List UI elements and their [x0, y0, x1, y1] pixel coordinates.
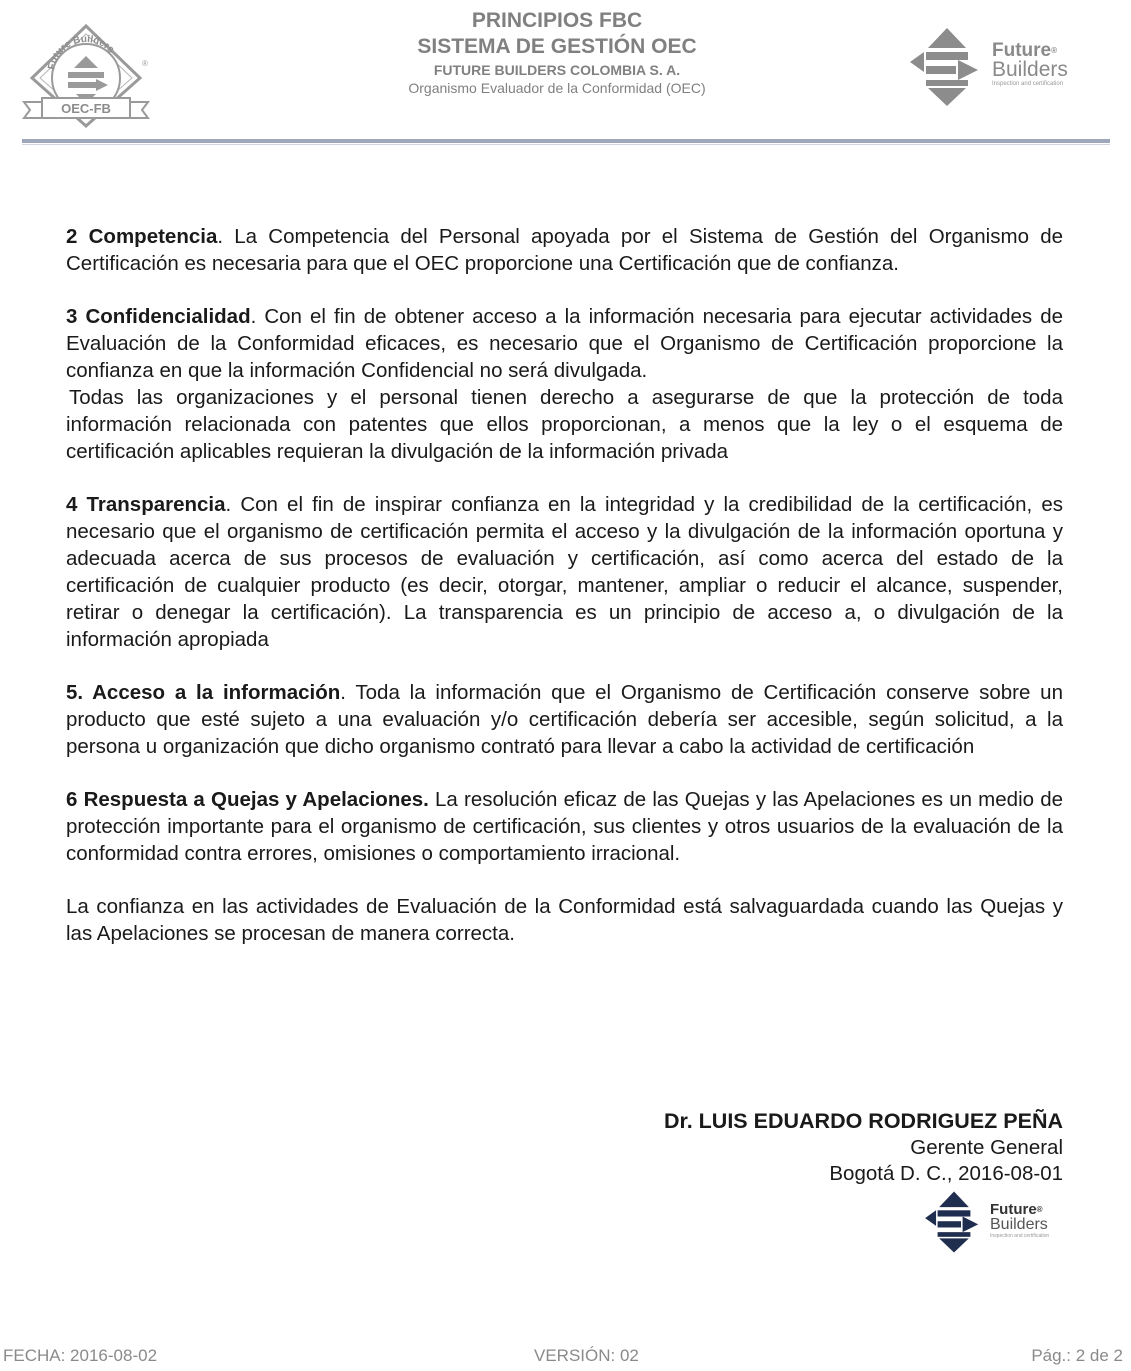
brand-tagline: Inspection and certification	[992, 81, 1064, 87]
signature-brand-wordmark	[990, 1203, 1049, 1239]
brand-builders-text: Builders	[992, 58, 1068, 81]
section-confidencialidad-continuation: Todas las organizaciones y el personal tienen derecho a asegurarse de que la protección de toda información relacionada con patentes que ellos proporcionan, a menos que la ley o el esquema de certificación aplicables requieran la divulgación de la información privada	[66, 386, 1063, 463]
section-quejas-apelaciones	[66, 786, 1063, 867]
section-confidencialidad	[66, 303, 1063, 384]
section-transparencia	[66, 491, 1063, 653]
document-body	[66, 223, 1063, 973]
signature-logo-icon	[922, 1190, 986, 1254]
brand-builders-text: Builders	[990, 1216, 1048, 1233]
section-text: . Con el fin de inspirar confianza en la integridad y la credibilidad de la certificación, es necesario que el organismo de certificación permita el acceso y la divulgación de la información oportuna y adecuada acerca de sus procesos de evaluación y certificación, así como acerca del estado de la certificación de cualquier producto (es decir, otorgar, mantener, ampliar o reducir el alcance, suspender, retirar o denegar la certificación). La transparencia es un principio de acceso a, o divulgación de la información apropiada	[66, 493, 1063, 651]
footer-page-number: Pág.: 2 de 2	[1031, 1346, 1123, 1365]
signature-place-date: Bogotá D. C., 2016-08-01	[829, 1162, 1063, 1185]
brand-future-text: Future	[992, 40, 1052, 61]
page-header	[0, 0, 1131, 150]
section-competencia	[66, 223, 1063, 277]
footer-version: VERSIÓN: 02	[534, 1346, 639, 1365]
organization-subtitle: Organismo Evaluador de la Conformidad (OEC)	[408, 80, 706, 96]
seal-registered-mark: ®	[142, 59, 148, 68]
seal-arc-text: Future Builders	[46, 33, 117, 71]
signature-block	[664, 1107, 1063, 1187]
system-title: SISTEMA DE GESTIÓN OEC	[417, 35, 697, 58]
future-builders-logo-icon	[906, 26, 988, 108]
header-divider-thin	[22, 144, 1110, 145]
footer-date: FECHA: 2016-08-02	[3, 1346, 158, 1365]
section-heading: 6 Respuesta a Quejas y Apelaciones.	[66, 788, 429, 811]
section-text: La resolución eficaz de las Quejas y las Apelaciones es un medio de protección importante para el organismo de certificación, sus clientes y otros usuarios de la evaluación de la conformidad contra errores, omisiones o comportamiento irracional.	[66, 788, 1063, 865]
company-name: FUTURE BUILDERS COLOMBIA S. A.	[433, 62, 681, 78]
section-heading: 5. Acceso a la información	[66, 681, 341, 704]
seal-ribbon-text: OEC-FB	[61, 101, 111, 116]
brand-registered-mark: ®	[1051, 46, 1058, 55]
brand-registered-mark: ®	[1036, 1205, 1043, 1214]
section-heading: 4 Transparencia	[66, 493, 226, 516]
brand-tagline: Inspection and certification	[990, 1233, 1050, 1239]
page-footer	[0, 1345, 1131, 1367]
header-brand-wordmark	[992, 42, 1068, 88]
closing-paragraph: La confianza en las actividades de Evaluación de la Conformidad está salvaguardada cuando las Quejas y las Apelaciones se procesan de manera correcta.	[66, 895, 1063, 945]
section-heading: 3 Confidencialidad	[66, 305, 251, 328]
signatory-role: Gerente General	[910, 1136, 1063, 1159]
section-heading: 2 Competencia	[66, 225, 218, 248]
section-text: . La Competencia del Personal apoyada por el Sistema de Gestión del Organismo de Certificación es necesaria para que el OEC proporcione una Certificación que de confianza.	[66, 225, 1063, 275]
header-title-block	[300, 8, 814, 97]
header-divider	[22, 139, 1110, 143]
section-text: . Con el fin de obtener acceso a la información necesaria para ejecutar actividades de Evaluación de la Conformidad eficaces, es necesario que el Organismo de Certificación proporcione la confianza en que la información Confidencial no será divulgada.	[66, 305, 1063, 382]
section-text: . Toda la información que el Organismo de Certificación conserve sobre un producto que esté sujeto a una evaluación y/o certificación debería ser accesible, según solicitud, a la persona u organización que dicho organismo contrató para llevar a cabo la actividad de certificación	[66, 681, 1063, 758]
document-title: PRINCIPIOS FBC	[471, 9, 643, 32]
oec-fb-seal-logo	[20, 22, 152, 130]
brand-future-text: Future	[990, 1201, 1037, 1218]
signatory-name: Dr. LUIS EDUARDO RODRIGUEZ PEÑA	[664, 1109, 1063, 1133]
section-acceso-informacion	[66, 679, 1063, 760]
